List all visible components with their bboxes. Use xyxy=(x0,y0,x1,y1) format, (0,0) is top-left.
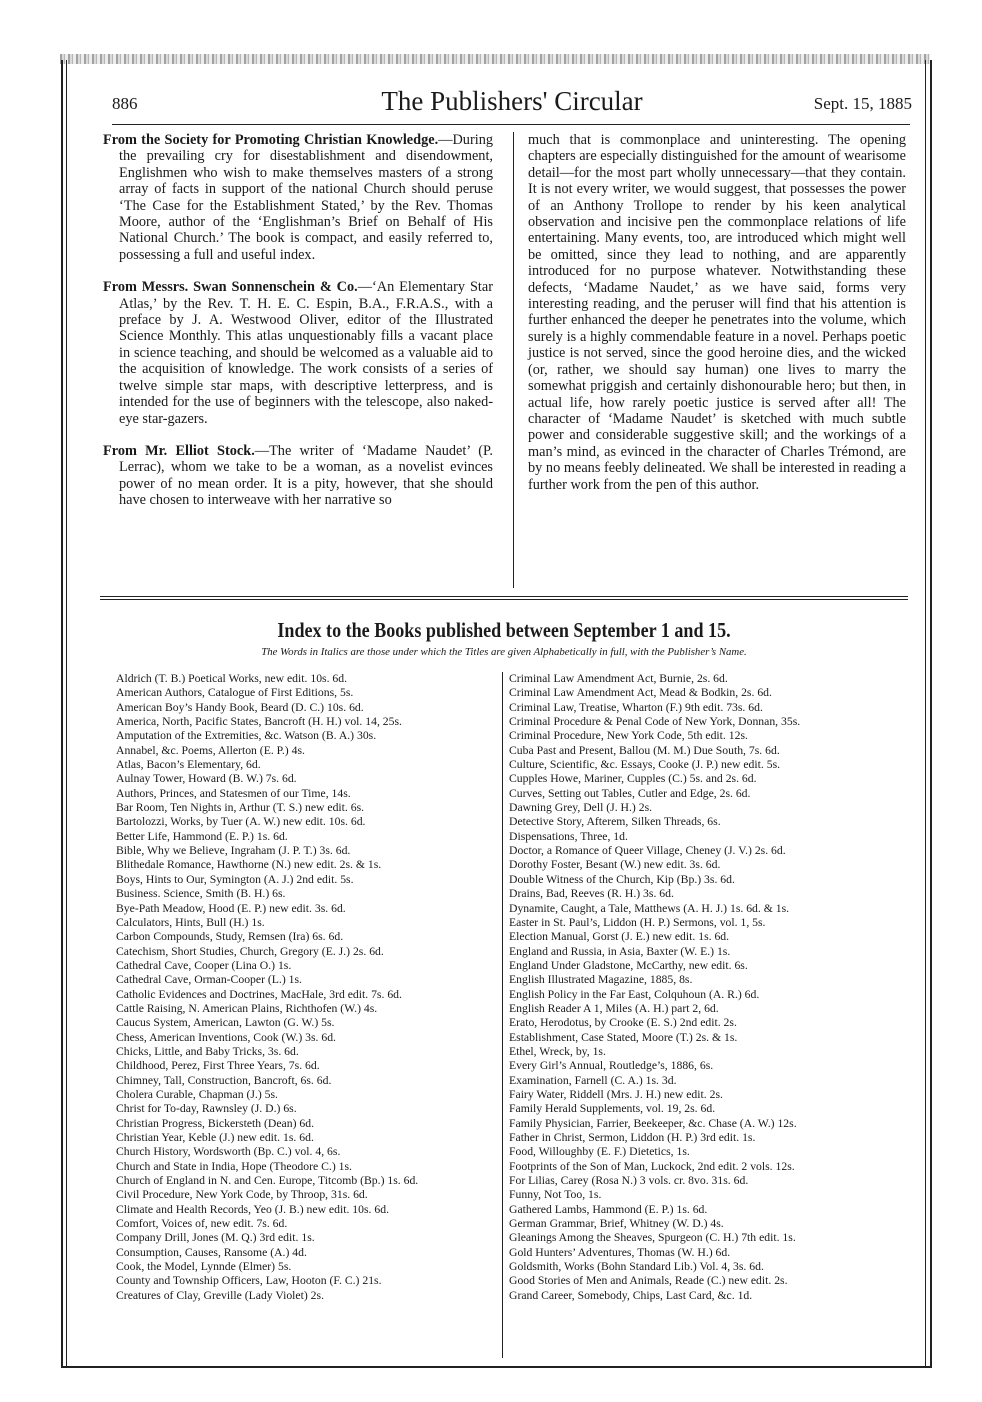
header-rule xyxy=(112,124,910,125)
index-entry: English Reader A 1, Miles (A. H.) part 2, 6d. xyxy=(509,1001,719,1015)
reviews-right-column xyxy=(528,132,906,493)
index-entry: Boys, Hints to Our, Symington (A. J.) 2nd edit. 5s. xyxy=(116,872,354,886)
page-border-bottom xyxy=(61,1366,931,1368)
index-entry: England and Russia, in Asia, Baxter (W. E.) 1s. xyxy=(509,944,731,958)
index-entry: Footprints of the Son of Man, Luckock, 2nd edit. 2 vols. 12s. xyxy=(509,1159,795,1173)
decorative-top-border xyxy=(60,54,930,64)
index-entry: Better Life, Hammond (E. P.) 1s. 6d. xyxy=(116,829,288,843)
index-entry: Cattle Raising, N. American Plains, Richthofen (W.) 4s. xyxy=(116,1001,378,1015)
index-entry: German Grammar, Brief, Whitney (W. D.) 4s. xyxy=(509,1217,724,1231)
index-entry: Bar Room, Ten Nights in, Arthur (T. S.) new edit. 6s. xyxy=(116,801,365,815)
index-entry: Ethel, Wreck, by, 1s. xyxy=(509,1044,606,1058)
index-entry: Double Witness of the Church, Kip (Bp.) 3s. 6d. xyxy=(509,872,735,886)
index-left-column xyxy=(116,672,496,1303)
index-entry: Gold Hunters’ Adventures, Thomas (W. H.) 6d. xyxy=(509,1245,731,1259)
index-entry: Bartolozzi, Works, by Tuer (A. W.) new edit. 10s. 6d. xyxy=(116,815,366,829)
index-entry: Bible, Why we Believe, Ingraham (J. P. T.) 3s. 6d. xyxy=(116,844,351,858)
index-entry: Christian Year, Keble (J.) new edit. 1s. 6d. xyxy=(116,1131,314,1144)
index-entry: Business. Science, Smith (B. H.) 6s. xyxy=(116,887,286,901)
review-elliot-stock xyxy=(103,443,493,509)
index-entry: Establishment, Case Stated, Moore (T.) 2s. & 1s. xyxy=(509,1030,738,1044)
index-entry: Curves, Setting out Tables, Cutler and Edge, 2s. 6d. xyxy=(509,786,751,800)
index-right-column xyxy=(509,672,909,1303)
index-entry: Atlas, Bacon’s Elementary, 6d. xyxy=(116,758,261,772)
index-entry: Dorothy Foster, Besant (W.) new edit. 3s. 6d. xyxy=(509,858,721,872)
page-border-right xyxy=(930,60,932,1368)
index-entry: Creatures of Clay, Greville (Lady Violet) 2s. xyxy=(116,1288,324,1302)
index-entry: Goldsmith, Works (Bohn Standard Lib.) Vol. 4, 3s. 6d. xyxy=(509,1260,764,1274)
page-border-left-inner xyxy=(66,60,67,1368)
page-border-left xyxy=(61,60,63,1368)
index-entry: Carbon Compounds, Study, Remsen (Ira) 6s. 6d. xyxy=(116,930,344,944)
review-continuation: much that is commonplace and uninteresting. The opening chapters are especially distinguished for the amount of wearisome detail—for the most part wholly unnecessary—that they contain. It is not every writer, we would suggest, that possesses the power of an Anthony Trollope to render by his keen analytical observation and incisive pen the commonplace relations of life entertaining. Many events, too, are introduced which might well be omitted, since they lead to nothing, and are apparently introduced for no purpose whatever. Notwithstanding these defects, ‘Madame Naudet,’ as we have said, forms very interesting reading, and the peruser will find that his attention is further enhanced the deeper he penetrates into the volume, which surely is a highly commendable feature in a novel. Perhaps poetic justice is not served, since the good heroine dies, and the wicked (or, rather, we should say human) one lives to marry the somewhat priggish and certainly dishonourable hero; but then, in actual life, how rarely poetic justice is served after all! The character of ‘Madame Naudet’ is sketched with much subtle power and considerable suggestive skill; and the workings of a man’s mind, as evinced in the character of Charles Trémond, are by no means feebly delineated. We shall be interested in reading a further work from the pen of this author. xyxy=(528,132,906,493)
index-entry: Amputation of the Extremities, &c. Watson (B. A.) 30s. xyxy=(116,729,377,743)
review-source: From Messrs. Swan Sonnenschein & Co. xyxy=(103,279,358,296)
index-entry: Fairy Water, Riddell (Mrs. J. H.) new edit. 2s. xyxy=(509,1087,723,1101)
index-entry: Christ for To-day, Rawnsley (J. D.) 6s. xyxy=(116,1102,297,1116)
review-source: From Mr. Elliot Stock. xyxy=(103,442,255,459)
index-entry: Aulnay Tower, Howard (B. W.) 7s. 6d. xyxy=(116,772,297,786)
index-entry: Dawning Grey, Dell (J. H.) 2s. xyxy=(509,801,653,815)
index-entry: Catechism, Short Studies, Church, Gregory (E. J.) 2s. 6d. xyxy=(116,944,384,958)
index-title: Index to the Books published between September 1 and 15. xyxy=(277,618,731,642)
index-entry: Family Herald Supplements, vol. 19, 2s. 6d. xyxy=(509,1102,716,1116)
index-entry: Gathered Lambs, Hammond (E. P.) 1s. 6d. xyxy=(509,1202,708,1216)
index-entry: Cook, the Model, Lynnde (Elmer) 5s. xyxy=(116,1260,292,1274)
index-entry: Christian Progress, Bickersteth (Dean) 6d. xyxy=(116,1116,314,1130)
index-entry: Cuba Past and Present, Ballou (M. M.) Due South, 7s. 6d. xyxy=(509,743,780,757)
review-source: From the Society for Promoting Christian Knowledge. xyxy=(103,132,439,148)
index-entry: Church and State in India, Hope (Theodore C.) 1s. xyxy=(116,1159,352,1173)
index-entry: Criminal Procedure, New York Code, 5th edit. 12s. xyxy=(509,729,748,743)
page-number: 886 xyxy=(112,94,138,113)
index-entry: English Illustrated Magazine, 1885, 8s. xyxy=(509,973,693,987)
reviews-left-column xyxy=(103,132,493,525)
index-entry: Criminal Procedure & Penal Code of New York, Donnan, 35s. xyxy=(509,715,801,729)
index-entry: Annabel, &c. Poems, Allerton (E. P.) 4s. xyxy=(116,743,305,757)
issue-date: Sept. 15, 1885 xyxy=(813,94,912,113)
journal-title: The Publishers' Circular xyxy=(381,86,643,116)
index-entry: Funny, Not Too, 1s. xyxy=(509,1188,602,1202)
index-entry: Calculators, Hints, Bull (H.) 1s. xyxy=(116,915,265,929)
index-entry: Erato, Herodotus, by Crooke (E. S.) 2nd edit. 2s. xyxy=(509,1016,737,1030)
review-text: —‘An Elementary Star Atlas,’ by the Rev. T. H. E. C. Espin, B.A., F.R.A.S., with a preface by J. A. Westwood Oliver, editor of the Illustrated Science Monthly. This atlas unquestionably fills a vacant place in science teaching, and should be welcomed as a valuable aid to the acquisition of knowledge. The work consists of a series of twelve simple star maps, with descriptive letterpress, and is intended for the use of beginners with the telescope, also naked-eye star-gazers. xyxy=(119,279,493,427)
index-entry: Grand Career, Somebody, Chips, Last Card, &c. 1d. xyxy=(509,1288,753,1302)
index-entry: County and Township Officers, Law, Hooton (F. C.) 21s. xyxy=(116,1274,382,1288)
index-entry: Climate and Health Records, Yeo (J. B.) new edit. 10s. 6d. xyxy=(116,1202,389,1216)
index-entry: Civil Procedure, New York Code, by Throop, 31s. 6d. xyxy=(116,1188,368,1202)
index-entry: Family Physician, Farrier, Beekeeper, &c. Chase (A. W.) 12s. xyxy=(509,1116,797,1130)
index-entry: America, North, Pacific States, Bancroft (H. H.) vol. 14, 25s. xyxy=(116,715,402,729)
index-entry: Drains, Bad, Reeves (R. H.) 3s. 6d. xyxy=(509,887,674,901)
index-entry: Every Girl’s Annual, Routledge’s, 1886, 6s. xyxy=(509,1059,714,1073)
index-entry: Consumption, Causes, Ransome (A.) 4d. xyxy=(116,1245,307,1259)
index-entry: Dynamite, Caught, a Tale, Matthews (A. H. J.) 1s. 6d. & 1s. xyxy=(509,901,790,915)
index-entry: Authors, Princes, and Statesmen of our Time, 14s. xyxy=(116,786,351,800)
column-divider xyxy=(513,132,514,588)
index-entry: Food, Willoughby (E. F.) Dietetics, 1s. xyxy=(509,1145,690,1159)
section-rule xyxy=(100,596,908,597)
index-column-divider xyxy=(502,672,503,1358)
index-entry: Church of England in N. and Cen. Europe, Titcomb (Bp.) 1s. 6d. xyxy=(116,1174,419,1188)
index-entry: Aldrich (T. B.) Poetical Works, new edit. 10s. 6d. xyxy=(116,672,348,685)
index-entry: Cathedral Cave, Cooper (Lina O.) 1s. xyxy=(116,958,292,972)
index-entry: Examination, Farnell (C. A.) 1s. 3d. xyxy=(509,1073,677,1087)
index-entry: Chicks, Little, and Baby Tricks, 3s. 6d. xyxy=(116,1044,299,1058)
index-entry: Detective Story, Afterem, Silken Threads, 6s. xyxy=(509,815,721,829)
index-entry: Blithedale Romance, Hawthorne (N.) new edit. 2s. & 1s. xyxy=(116,858,382,872)
index-entry: Cupples Howe, Mariner, Cupples (C.) 5s. and 2s. 6d. xyxy=(509,772,757,786)
index-entry: Election Manual, Gorst (J. E.) new edit. 1s. 6d. xyxy=(509,930,730,944)
review-text: —The writer of ‘Madame Naudet’ (P. Lerrac), whom we take to be a woman, as a novelist evinces power of no mean order. It is a pity, however, that she should have chosen to interweave with her narrative so xyxy=(119,442,493,509)
index-entry: Culture, Scientific, &c. Essays, Cooke (J. P.) new edit. 5s. xyxy=(509,758,781,772)
index-entry: Cholera Curable, Chapman (J.) 5s. xyxy=(116,1087,278,1101)
section-rule-double xyxy=(100,599,908,600)
page-border-right-inner xyxy=(925,60,926,1368)
index-entry: Catholic Evidences and Doctrines, MacHale, 3rd edit. 7s. 6d. xyxy=(116,987,402,1001)
index-entry: Easter in St. Paul’s, Liddon (H. P.) Sermons, vol. 1, 5s. xyxy=(509,915,766,929)
index-entry: Criminal Law Amendment Act, Burnie, 2s. 6d. xyxy=(509,672,728,685)
review-swan-sonnenschein xyxy=(103,279,493,427)
index-entry: Church History, Wordsworth (Bp. C.) vol. 4, 6s. xyxy=(116,1145,341,1159)
index-entry: Childhood, Perez, First Three Years, 7s. 6d. xyxy=(116,1059,320,1073)
index-entry: Doctor, a Romance of Queer Village, Cheney (J. V.) 2s. 6d. xyxy=(509,844,786,858)
index-entry: Chess, American Inventions, Cook (W.) 3s. 6d. xyxy=(116,1030,336,1044)
running-header xyxy=(112,86,912,118)
index-entry: American Boy’s Handy Book, Beard (D. C.) 10s. 6d. xyxy=(116,700,364,714)
index-entry: For Lilias, Carey (Rosa N.) 3 vols. cr. 8vo. 31s. 6d. xyxy=(509,1174,749,1188)
index-entry: Gleanings Among the Sheaves, Spurgeon (C. H.) 7th edit. 1s. xyxy=(509,1231,796,1245)
index-entry: Criminal Law Amendment Act, Mead & Bodkin, 2s. 6d. xyxy=(509,686,772,700)
index-entry: Criminal Law, Treatise, Wharton (F.) 9th edit. 73s. 6d. xyxy=(509,700,763,714)
index-entry: Company Drill, Jones (M. Q.) 3rd edit. 1s. xyxy=(116,1231,315,1245)
index-entry: Caucus System, American, Lawton (G. W.) 5s. xyxy=(116,1016,335,1030)
review-spck xyxy=(103,132,493,263)
index-entry: Dispensations, Three, 1d. xyxy=(509,829,628,843)
review-text: —During the prevailing cry for disestablishment and disendowment, Englishmen who wish to make themselves masters of a strong array of facts in support of the national Church should peruse ‘The Case for the Establishment Stated,’ by the Rev. Thomas Moore, author of the ‘Englishman’s Brief on Behalf of His National Church.’ The book is compact, and easily referred to, possessing a full and useful index. xyxy=(119,132,493,263)
index-entry: English Policy in the Far East, Colquhoun (A. R.) 6d. xyxy=(509,987,760,1001)
index-entry: Good Stories of Men and Animals, Reade (C.) new edit. 2s. xyxy=(509,1274,788,1288)
index-entry: Bye-Path Meadow, Hood (E. P.) new edit. 3s. 6d. xyxy=(116,901,346,915)
index-entry: England Under Gladstone, McCarthy, new edit. 6s. xyxy=(509,958,748,972)
index-entry: American Authors, Catalogue of First Editions, 5s. xyxy=(116,686,354,700)
index-entry: Father in Christ, Sermon, Liddon (H. P.) 3rd edit. 1s. xyxy=(509,1131,756,1144)
index-entry: Comfort, Voices of, new edit. 7s. 6d. xyxy=(116,1217,288,1231)
index-entry: Chimney, Tall, Construction, Bancroft, 6s. 6d. xyxy=(116,1073,332,1087)
index-subtitle: The Words in Italics are those under which the Titles are given Alphabetically in full, with the Publisher’s Name. xyxy=(261,646,747,658)
index-entry: Cathedral Cave, Orman-Cooper (L.) 1s. xyxy=(116,973,302,987)
